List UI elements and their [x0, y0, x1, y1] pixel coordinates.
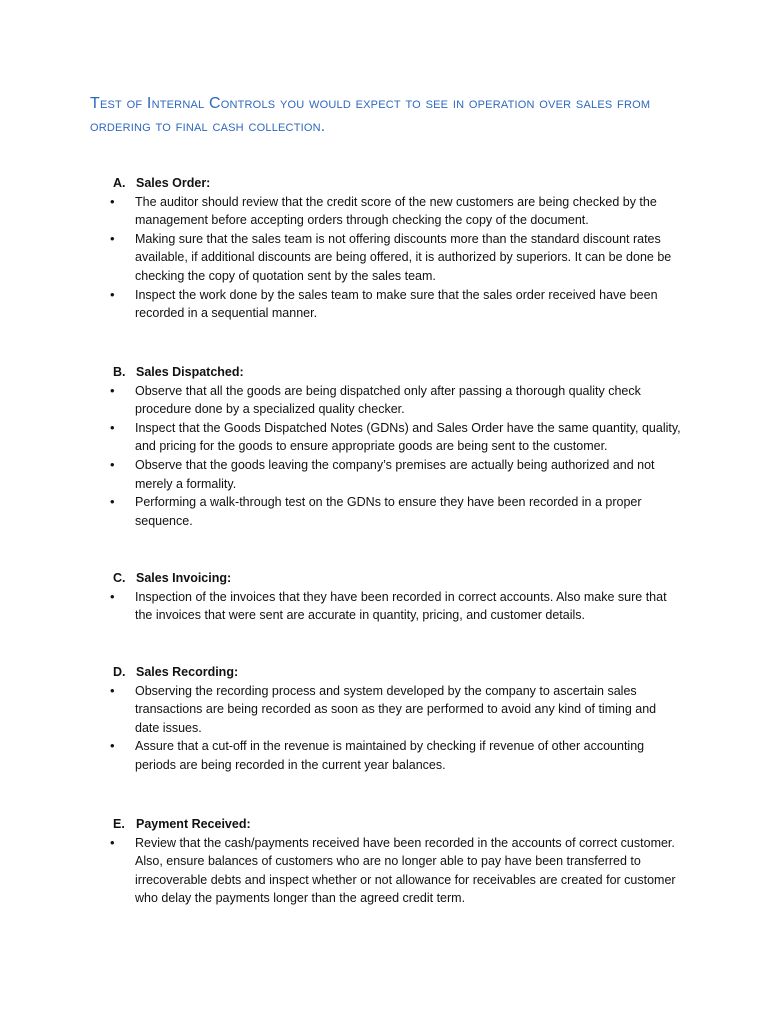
list-item: • Observe that the goods leaving the company’s premises are actually being authorized and not merely a formality.	[0, 456, 683, 493]
section-title: Sales Recording:	[136, 665, 239, 679]
list-item: • Performing a walk-through test on the GDNs to ensure they have been recorded in a proper sequence.	[0, 493, 683, 530]
section-letter: E.	[113, 817, 125, 831]
section-letter: C.	[113, 571, 126, 585]
bullet-list	[0, 382, 768, 531]
bullet-list	[0, 834, 768, 908]
list-item: • The auditor should review that the credit score of the new customers are being checked by the management before accepting orders through checking the copy of the document.	[0, 193, 683, 230]
list-item: • Assure that a cut-off in the revenue is maintained by checking if revenue of other accounting periods are being recorded in the current year balances.	[0, 737, 683, 774]
section-heading	[113, 663, 238, 682]
bullet-list	[0, 193, 768, 323]
section-letter: D.	[113, 665, 126, 679]
section-heading	[113, 569, 231, 588]
list-item: • Observing the recording process and system developed by the company to ascertain sales transactions are being recorded as soon as they are performed to avoid any kind of timing and date issues.	[0, 682, 683, 738]
bullet-list	[0, 682, 768, 775]
section-title: Sales Dispatched:	[136, 365, 244, 379]
section-letter: B.	[113, 365, 126, 379]
section-heading	[113, 174, 210, 193]
list-item: • Inspect that the Goods Dispatched Notes (GDNs) and Sales Order have the same quantity, quality, and pricing for the goods to ensure appropriate goods are being sent to the customer.	[0, 419, 683, 456]
section-title: Sales Invoicing:	[136, 571, 232, 585]
document-title: Test of Internal Controls you would expect to see in operation over sales from ordering to final cash collection.	[90, 95, 651, 135]
section-letter: A.	[113, 176, 126, 190]
list-item: • Making sure that the sales team is not offering discounts more than the standard discount rates available, if additional discounts are being offered, it is authorized by superiors. It can be done be checking the copy of quotation sent by the sales team.	[0, 230, 683, 286]
section-title: Sales Order:	[136, 176, 211, 190]
section-heading	[113, 363, 244, 382]
section-title: Payment Received:	[136, 817, 251, 831]
section-heading	[113, 815, 251, 834]
list-item: • Inspection of the invoices that they have been recorded in correct accounts. Also make sure that the invoices that were sent are accurate in quantity, pricing, and customer details.	[0, 588, 683, 625]
list-item: • Inspect the work done by the sales team to make sure that the sales order received have been recorded in a sequential manner.	[0, 286, 683, 323]
bullet-list	[0, 588, 768, 625]
list-item: • Observe that all the goods are being dispatched only after passing a thorough quality check procedure done by a specialized quality checker.	[0, 382, 683, 419]
list-item: • Review that the cash/payments received have been recorded in the accounts of correct customer. Also, ensure balances of customers who are no longer able to pay have been transferred to irrecoverable debts and inspect whether or not allowance for receivables are created for customer who delay the payments longer than the agreed credit term.	[0, 834, 683, 908]
